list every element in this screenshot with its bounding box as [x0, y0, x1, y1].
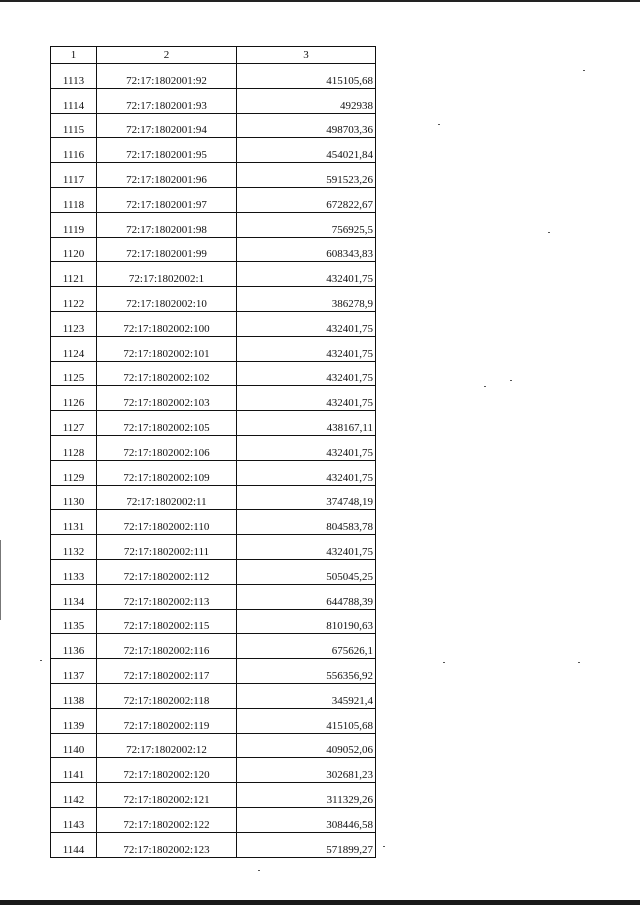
value-cell: 432401,75: [237, 535, 376, 560]
scan-speck: [484, 386, 486, 387]
scan-speck: [510, 380, 512, 381]
row-number-cell: 1128: [51, 435, 97, 460]
cadastral-number-cell: 72:17:1802001:97: [97, 187, 237, 212]
table-row: [51, 361, 376, 386]
row-number-cell: 1135: [51, 609, 97, 634]
scan-speck: [578, 662, 580, 663]
cadastral-number-cell: 72:17:1802001:96: [97, 163, 237, 188]
cadastral-number-cell: 72:17:1802002:111: [97, 535, 237, 560]
cadastral-number-cell: 72:17:1802002:121: [97, 783, 237, 808]
table-row: [51, 138, 376, 163]
table-row: [51, 609, 376, 634]
table-row: [51, 88, 376, 113]
value-cell: 644788,39: [237, 584, 376, 609]
cadastral-number-cell: 72:17:1802002:112: [97, 559, 237, 584]
row-number-cell: 1125: [51, 361, 97, 386]
cadastral-number-cell: 72:17:1802002:110: [97, 510, 237, 535]
cadastral-number-cell: 72:17:1802002:105: [97, 411, 237, 436]
cadastral-number-cell: 72:17:1802001:92: [97, 64, 237, 89]
table-row: [51, 485, 376, 510]
register-table: [50, 46, 376, 858]
scan-speck: [438, 124, 440, 125]
table-row: [51, 758, 376, 783]
row-number-cell: 1117: [51, 163, 97, 188]
row-number-cell: 1123: [51, 311, 97, 336]
row-number-cell: 1118: [51, 187, 97, 212]
value-cell: 756925,5: [237, 212, 376, 237]
table-row: [51, 287, 376, 312]
cadastral-number-cell: 72:17:1802002:100: [97, 311, 237, 336]
value-cell: 432401,75: [237, 311, 376, 336]
row-number-cell: 1133: [51, 559, 97, 584]
value-cell: 374748,19: [237, 485, 376, 510]
table-row: [51, 659, 376, 684]
scan-top-edge: [0, 0, 640, 2]
cadastral-number-cell: 72:17:1802002:118: [97, 683, 237, 708]
cadastral-number-cell: 72:17:1802002:106: [97, 435, 237, 460]
value-cell: 345921,4: [237, 683, 376, 708]
value-cell: 432401,75: [237, 460, 376, 485]
row-number-cell: 1139: [51, 708, 97, 733]
row-number-cell: 1132: [51, 535, 97, 560]
table-row: [51, 683, 376, 708]
table-row: [51, 336, 376, 361]
table-row: [51, 113, 376, 138]
value-cell: 454021,84: [237, 138, 376, 163]
cadastral-number-cell: 72:17:1802002:123: [97, 832, 237, 857]
cadastral-number-cell: 72:17:1802002:102: [97, 361, 237, 386]
table-row: [51, 187, 376, 212]
row-number-cell: 1142: [51, 783, 97, 808]
scan-speck: [548, 232, 550, 233]
table-row: [51, 584, 376, 609]
value-cell: 311329,26: [237, 783, 376, 808]
scan-speck: [40, 660, 42, 661]
table-row: [51, 708, 376, 733]
row-number-cell: 1127: [51, 411, 97, 436]
value-cell: 675626,1: [237, 634, 376, 659]
value-cell: 492938: [237, 88, 376, 113]
value-cell: 810190,63: [237, 609, 376, 634]
table-row: [51, 510, 376, 535]
cadastral-number-cell: 72:17:1802002:120: [97, 758, 237, 783]
cadastral-number-cell: 72:17:1802001:94: [97, 113, 237, 138]
cadastral-number-cell: 72:17:1802002:122: [97, 807, 237, 832]
table-row: [51, 237, 376, 262]
row-number-cell: 1143: [51, 807, 97, 832]
row-number-cell: 1141: [51, 758, 97, 783]
cadastral-number-cell: 72:17:1802002:117: [97, 659, 237, 684]
row-number-cell: 1134: [51, 584, 97, 609]
scan-speck: [443, 662, 445, 663]
table-row: [51, 807, 376, 832]
row-number-cell: 1113: [51, 64, 97, 89]
cadastral-number-cell: 72:17:1802002:10: [97, 287, 237, 312]
table-row: [51, 634, 376, 659]
value-cell: 432401,75: [237, 386, 376, 411]
column-header-value: 3: [237, 47, 376, 64]
row-number-cell: 1144: [51, 832, 97, 857]
value-cell: 804583,78: [237, 510, 376, 535]
value-cell: 308446,58: [237, 807, 376, 832]
value-cell: 432401,75: [237, 435, 376, 460]
cadastral-number-cell: 72:17:1802002:113: [97, 584, 237, 609]
cadastral-number-cell: 72:17:1802002:103: [97, 386, 237, 411]
table-row: [51, 733, 376, 758]
row-number-cell: 1121: [51, 262, 97, 287]
row-number-cell: 1138: [51, 683, 97, 708]
value-cell: 556356,92: [237, 659, 376, 684]
row-number-cell: 1122: [51, 287, 97, 312]
column-header-number: 1: [51, 47, 97, 64]
table-row: [51, 460, 376, 485]
table-row: [51, 783, 376, 808]
column-header-cadastral: 2: [97, 47, 237, 64]
cadastral-number-cell: 72:17:1802001:95: [97, 138, 237, 163]
value-cell: 432401,75: [237, 336, 376, 361]
cadastral-number-cell: 72:17:1802002:11: [97, 485, 237, 510]
table-row: [51, 262, 376, 287]
value-cell: 505045,25: [237, 559, 376, 584]
table-row: [51, 832, 376, 857]
value-cell: 438167,11: [237, 411, 376, 436]
cadastral-number-cell: 72:17:1802001:93: [97, 88, 237, 113]
value-cell: 302681,23: [237, 758, 376, 783]
cadastral-number-cell: 72:17:1802002:116: [97, 634, 237, 659]
cadastral-number-cell: 72:17:1802002:12: [97, 733, 237, 758]
scan-left-mark: [0, 540, 1, 620]
value-cell: 571899,27: [237, 832, 376, 857]
value-cell: 608343,83: [237, 237, 376, 262]
row-number-cell: 1137: [51, 659, 97, 684]
scan-speck: [383, 846, 385, 847]
row-number-cell: 1114: [51, 88, 97, 113]
table-row: [51, 212, 376, 237]
scan-speck: [583, 70, 585, 71]
cadastral-number-cell: 72:17:1802002:109: [97, 460, 237, 485]
row-number-cell: 1131: [51, 510, 97, 535]
table-row: [51, 64, 376, 89]
table-row: [51, 386, 376, 411]
cadastral-number-cell: 72:17:1802001:98: [97, 212, 237, 237]
scan-speck: [258, 870, 260, 871]
value-cell: 415105,68: [237, 708, 376, 733]
scan-bottom-edge: [0, 900, 640, 905]
table-row: [51, 559, 376, 584]
row-number-cell: 1124: [51, 336, 97, 361]
cadastral-number-cell: 72:17:1802002:119: [97, 708, 237, 733]
value-cell: 432401,75: [237, 262, 376, 287]
value-cell: 498703,36: [237, 113, 376, 138]
table-row: [51, 535, 376, 560]
value-cell: 591523,26: [237, 163, 376, 188]
table-row: [51, 411, 376, 436]
row-number-cell: 1119: [51, 212, 97, 237]
cadastral-number-cell: 72:17:1802002:101: [97, 336, 237, 361]
row-number-cell: 1140: [51, 733, 97, 758]
row-number-cell: 1120: [51, 237, 97, 262]
row-number-cell: 1130: [51, 485, 97, 510]
value-cell: 409052,06: [237, 733, 376, 758]
value-cell: 432401,75: [237, 361, 376, 386]
value-cell: 672822,67: [237, 187, 376, 212]
row-number-cell: 1126: [51, 386, 97, 411]
row-number-cell: 1129: [51, 460, 97, 485]
row-number-cell: 1116: [51, 138, 97, 163]
value-cell: 386278,9: [237, 287, 376, 312]
cadastral-number-cell: 72:17:1802002:115: [97, 609, 237, 634]
table-body: [51, 64, 376, 858]
table-row: [51, 435, 376, 460]
row-number-cell: 1115: [51, 113, 97, 138]
row-number-cell: 1136: [51, 634, 97, 659]
table-row: [51, 163, 376, 188]
cadastral-number-cell: 72:17:1802002:1: [97, 262, 237, 287]
header-row: [51, 47, 376, 64]
value-cell: 415105,68: [237, 64, 376, 89]
table-row: [51, 311, 376, 336]
cadastral-number-cell: 72:17:1802001:99: [97, 237, 237, 262]
